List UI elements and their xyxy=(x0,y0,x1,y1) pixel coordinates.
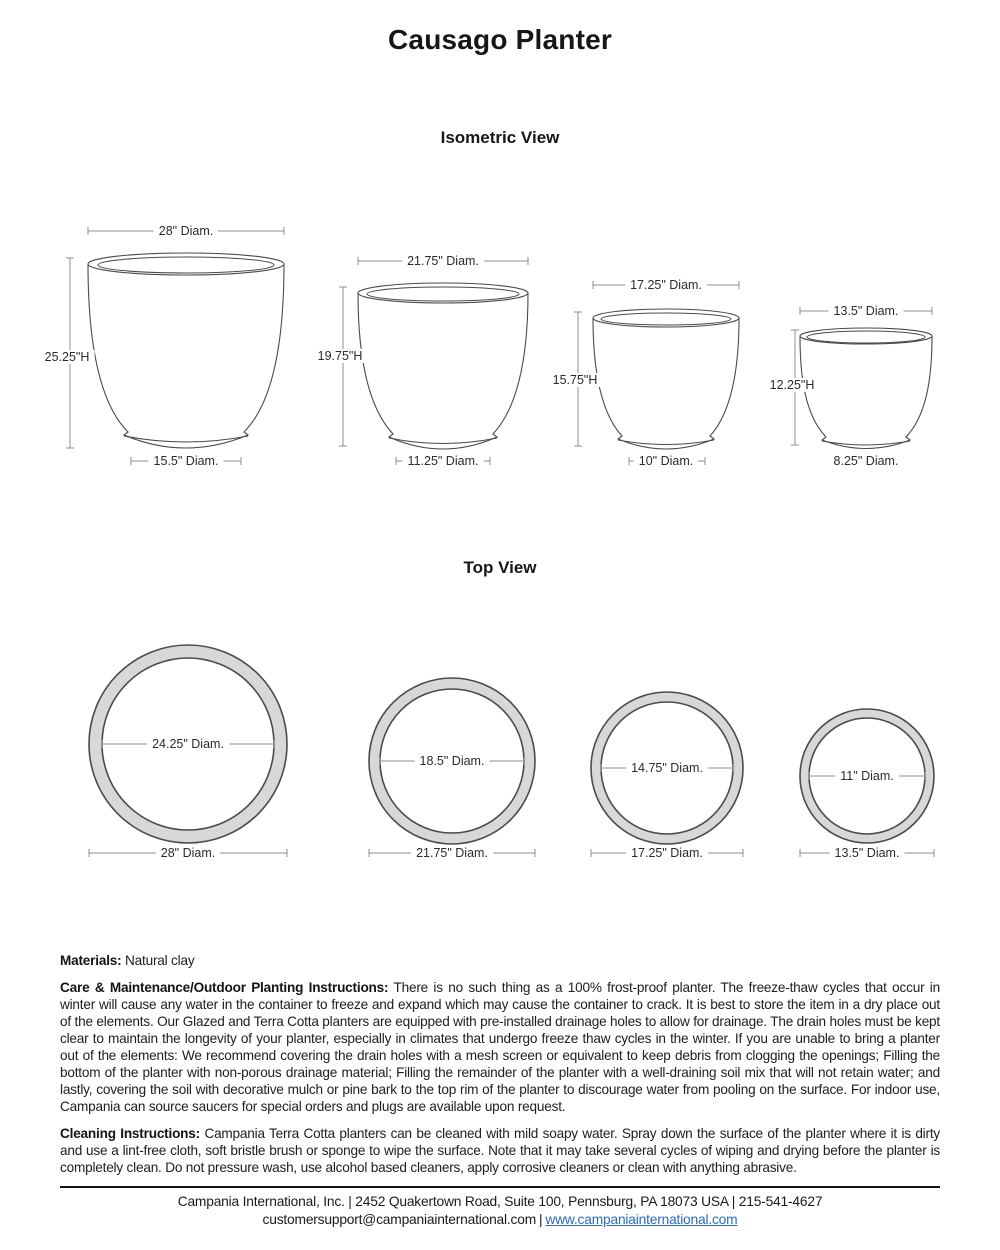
planter-rim-outer xyxy=(88,253,284,275)
dim-label-outer-diam-3: 17.25" Diam. xyxy=(626,846,708,860)
cleaning-paragraph xyxy=(60,1125,940,1176)
dim-label-base-diam-4: 8.25" Diam. xyxy=(829,454,904,468)
materials-label: Materials: xyxy=(60,953,122,968)
top-view-heading: Top View xyxy=(463,558,537,577)
dim-label-top-diam-4: 13.5" Diam. xyxy=(829,304,904,318)
planter-body xyxy=(358,293,528,449)
care-text: There is no such thing as a 100% frost-proof planter. The freeze-thaw cycles that occur in winter will cause any water in the container to freeze and expand which may cause the container to crack. It is best to store the item in a dry place out of the elements. Our Glazed and Terra Cotta planters are equipped with pre-installed drainage holes to allow for drainage. The drain holes must be kept clear to maintain the longevity of your planter, especially in climates that undergo freeze thaw cycles in the winter. If you are unable to bring a planter out of the elements: We recommend covering the drain holes with a mesh screen or equivalent to keep debris from clogging the openings; Filling the bottom of the planter with non-porous drainage material; Filling the remainder of the planter with a well-draining soil mix that will not retain water; and lastly, covering the soil with decorative mulch or pine bark to the top rim of the planter to discourage water from pooling on the surface. For indoor use, Campania can source saucers for special orders and plugs are available upon request. xyxy=(60,980,940,1114)
dim-label-inner-diam-3: 14.75" Diam. xyxy=(626,761,708,775)
dim-label-inner-diam-4: 11" Diam. xyxy=(835,769,899,783)
planter-rim-outer xyxy=(358,283,528,303)
dim-label-base-diam-2: 11.25" Diam. xyxy=(403,454,484,468)
planter-rim-outer xyxy=(800,328,932,344)
dim-label-outer-diam-2: 21.75" Diam. xyxy=(411,846,493,860)
planter-iso-1 xyxy=(66,227,284,465)
footer-email: customersupport@campaniainternational.com xyxy=(262,1211,536,1227)
dim-label-height-4: 12.25"H xyxy=(765,378,820,392)
planter-body xyxy=(800,336,932,449)
materials-value: Natural clay xyxy=(125,953,195,968)
dim-label-inner-diam-2: 18.5" Diam. xyxy=(415,754,490,768)
care-paragraph xyxy=(60,979,940,1115)
footer xyxy=(60,1193,940,1228)
dim-label-height-2: 19.75"H xyxy=(313,349,368,363)
dim-label-outer-diam-4: 13.5" Diam. xyxy=(830,846,905,860)
dim-label-top-diam-3: 17.25" Diam. xyxy=(625,278,707,292)
dim-label-height-3: 15.75"H xyxy=(548,373,603,387)
planter-body xyxy=(593,318,739,449)
footer-divider xyxy=(60,1186,940,1188)
care-label: Care & Maintenance/Outdoor Planting Instructions: xyxy=(60,980,389,995)
website-link[interactable]: www.campaniainternational.com xyxy=(545,1211,738,1227)
dim-label-height-1: 25.25"H xyxy=(40,350,95,364)
footer-address-line: Campania International, Inc. | 2452 Quakertown Road, Suite 100, Pennsburg, PA 18073 USA | 215-541-4627 xyxy=(177,1194,823,1209)
dim-label-outer-diam-1: 28" Diam. xyxy=(156,846,220,860)
dim-label-top-diam-2: 21.75" Diam. xyxy=(402,254,484,268)
details-section xyxy=(60,952,940,1228)
dim-label-base-diam-1: 15.5" Diam. xyxy=(149,454,224,468)
materials-line xyxy=(60,952,940,969)
page-title: Causago Planter xyxy=(388,24,612,55)
cleaning-text: Campania Terra Cotta planters can be cleaned with mild soapy water. Spray down the surface of the planter where it is dirty and use a lint-free cloth, soft bristle brush or sponge to wipe the surface. Note that it may take several cycles of wiping and drying before the planter is completely clean. Do not pressure wash, use alcohol based cleaners, apply corrosive cleaners or clean with anything abrasive. xyxy=(60,1126,941,1175)
isometric-view-heading: Isometric View xyxy=(440,128,560,147)
isometric-view-drawing xyxy=(0,190,1000,490)
planter-top-1 xyxy=(89,645,287,857)
top-view-drawing xyxy=(0,560,1000,880)
dim-label-top-diam-1: 28" Diam. xyxy=(154,224,218,238)
footer-contact-line xyxy=(60,1211,940,1229)
cleaning-label: Cleaning Instructions: xyxy=(60,1126,200,1141)
planter-body xyxy=(88,264,284,448)
planter-top-4 xyxy=(800,709,934,857)
planter-rim-outer xyxy=(593,309,739,327)
dim-label-inner-diam-1: 24.25" Diam. xyxy=(147,737,229,751)
footer-separator: | xyxy=(539,1211,543,1227)
dim-label-base-diam-3: 10" Diam. xyxy=(634,454,698,468)
